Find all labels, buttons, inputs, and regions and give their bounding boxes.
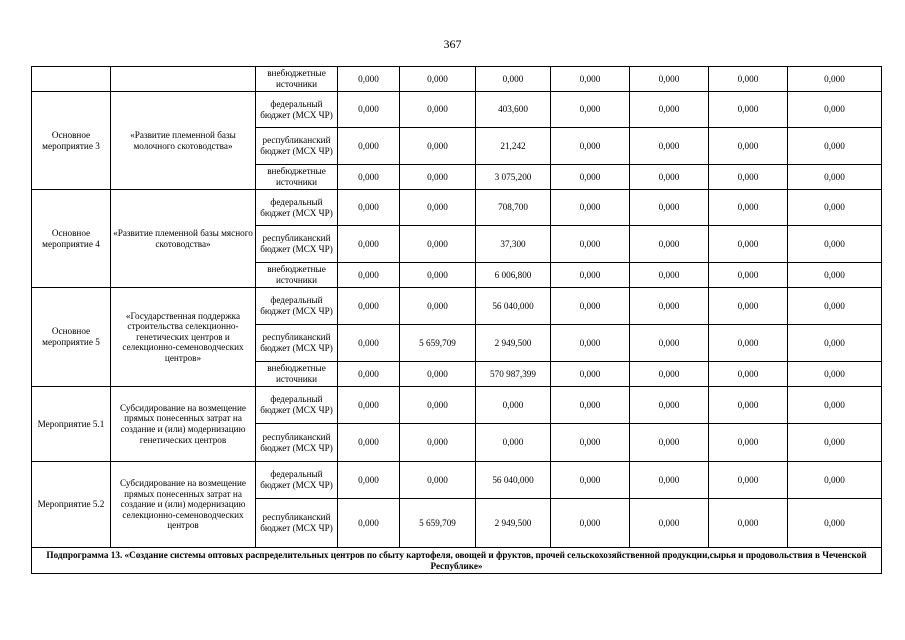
value-cell: 0,000 — [551, 325, 630, 362]
value-cell: 0,000 — [709, 424, 788, 462]
value-cell: 37,300 — [476, 226, 551, 263]
value-cell: 2 949,500 — [476, 499, 551, 548]
value-cell: 0,000 — [551, 226, 630, 263]
activity-code-cell: Мероприятие 5.2 — [32, 462, 111, 548]
value-cell: 0,000 — [709, 362, 788, 387]
value-cell: 570 987,399 — [476, 362, 551, 387]
value-cell: 0,000 — [551, 128, 630, 165]
funding-source-cell: федеральный бюджет (МСХ ЧР) — [256, 462, 338, 499]
value-cell: 0,000 — [709, 288, 788, 325]
value-cell: 56 040,000 — [476, 462, 551, 499]
value-cell: 0,000 — [630, 263, 709, 288]
value-cell: 0,000 — [400, 263, 476, 288]
subprogram-row — [32, 548, 882, 574]
value-cell: 0,000 — [551, 499, 630, 548]
value-cell: 0,000 — [338, 128, 400, 165]
value-cell: 21,242 — [476, 128, 551, 165]
value-cell: 0,000 — [630, 165, 709, 190]
value-cell: 0,000 — [338, 92, 400, 128]
value-cell: 6 006,800 — [476, 263, 551, 288]
value-cell: 0,000 — [400, 362, 476, 387]
value-cell: 0,000 — [338, 387, 400, 424]
value-cell: 0,000 — [338, 288, 400, 325]
funding-source-cell: внебюджетные источники — [256, 165, 338, 190]
value-cell: 0,000 — [400, 165, 476, 190]
value-cell: 0,000 — [551, 165, 630, 190]
value-cell: 0,000 — [400, 462, 476, 499]
funding-source-cell: федеральный бюджет (МСХ ЧР) — [256, 92, 338, 128]
activity-name-cell: «Развитие племенной базы молочного скотоводства» — [111, 92, 256, 190]
activity-name-cell — [111, 67, 256, 92]
value-cell: 0,000 — [400, 92, 476, 128]
value-cell: 0,000 — [400, 128, 476, 165]
activity-code-cell: Основное мероприятие 3 — [32, 92, 111, 190]
value-cell: 0,000 — [551, 92, 630, 128]
funding-source-cell: федеральный бюджет (МСХ ЧР) — [256, 190, 338, 226]
value-cell: 0,000 — [551, 362, 630, 387]
value-cell: 0,000 — [338, 263, 400, 288]
value-cell: 0,000 — [788, 462, 882, 499]
value-cell: 403,600 — [476, 92, 551, 128]
value-cell: 5 659,709 — [400, 499, 476, 548]
activity-code-cell: Мероприятие 5.1 — [32, 387, 111, 462]
value-cell: 0,000 — [709, 387, 788, 424]
value-cell: 0,000 — [338, 190, 400, 226]
table-row — [32, 462, 882, 499]
table-row — [32, 67, 882, 92]
funding-source-cell: федеральный бюджет (МСХ ЧР) — [256, 288, 338, 325]
value-cell: 0,000 — [476, 424, 551, 462]
value-cell: 0,000 — [788, 165, 882, 190]
value-cell: 0,000 — [788, 190, 882, 226]
funding-source-cell: внебюджетные источники — [256, 67, 338, 92]
value-cell: 56 040,000 — [476, 288, 551, 325]
value-cell: 0,000 — [338, 67, 400, 92]
value-cell: 0,000 — [630, 424, 709, 462]
value-cell: 0,000 — [709, 462, 788, 499]
value-cell: 0,000 — [338, 499, 400, 548]
value-cell: 0,000 — [338, 462, 400, 499]
value-cell: 0,000 — [788, 128, 882, 165]
funding-source-cell: внебюджетные источники — [256, 263, 338, 288]
page-number: 367 — [443, 37, 462, 51]
value-cell: 0,000 — [630, 92, 709, 128]
value-cell: 0,000 — [788, 362, 882, 387]
value-cell: 0,000 — [630, 387, 709, 424]
value-cell: 0,000 — [400, 190, 476, 226]
value-cell: 0,000 — [788, 288, 882, 325]
activity-code-cell: Основное мероприятие 4 — [32, 190, 111, 288]
value-cell: 0,000 — [709, 226, 788, 263]
value-cell: 0,000 — [788, 226, 882, 263]
value-cell: 708,700 — [476, 190, 551, 226]
value-cell: 0,000 — [709, 67, 788, 92]
value-cell: 0,000 — [400, 288, 476, 325]
value-cell: 0,000 — [630, 128, 709, 165]
table-row — [32, 92, 882, 128]
value-cell: 0,000 — [630, 67, 709, 92]
funding-source-cell: республиканский бюджет (МСХ ЧР) — [256, 128, 338, 165]
value-cell: 0,000 — [630, 325, 709, 362]
value-cell: 0,000 — [551, 424, 630, 462]
value-cell: 0,000 — [788, 325, 882, 362]
activity-name-cell: «Государственная поддержка строительства селекционно-генетических центров и селекционно-семеноводческих центров» — [111, 288, 256, 387]
value-cell: 0,000 — [630, 462, 709, 499]
activity-name-cell: Субсидирование на возмещение прямых понесенных затрат на создание и (или) модернизацию генетических центров — [111, 387, 256, 462]
value-cell: 0,000 — [709, 92, 788, 128]
value-cell: 0,000 — [709, 263, 788, 288]
subprogram-title: Подпрограмма 13. «Создание системы оптовых распределительных центров по сбыту картофеля, овощей и фруктов, прочей сельскохозяйственной продукции,сырья и продовольствия в Чеченской Республике» — [32, 548, 882, 574]
value-cell: 0,000 — [338, 226, 400, 263]
funding-source-cell: федеральный бюджет (МСХ ЧР) — [256, 387, 338, 424]
value-cell: 3 075,200 — [476, 165, 551, 190]
value-cell: 0,000 — [709, 325, 788, 362]
activity-name-cell: «Развитие племенной базы мясного скотоводства» — [111, 190, 256, 288]
funding-source-cell: республиканский бюджет (МСХ ЧР) — [256, 325, 338, 362]
value-cell: 0,000 — [338, 362, 400, 387]
activity-code-cell — [32, 67, 111, 92]
value-cell: 0,000 — [630, 499, 709, 548]
value-cell: 0,000 — [630, 288, 709, 325]
value-cell: 0,000 — [400, 226, 476, 263]
value-cell: 0,000 — [788, 67, 882, 92]
value-cell: 0,000 — [551, 462, 630, 499]
value-cell: 0,000 — [476, 387, 551, 424]
value-cell: 0,000 — [476, 67, 551, 92]
value-cell: 0,000 — [709, 499, 788, 548]
funding-source-cell: республиканский бюджет (МСХ ЧР) — [256, 226, 338, 263]
value-cell: 0,000 — [788, 387, 882, 424]
value-cell: 0,000 — [551, 190, 630, 226]
value-cell: 0,000 — [551, 288, 630, 325]
value-cell: 0,000 — [630, 362, 709, 387]
value-cell: 0,000 — [551, 387, 630, 424]
activity-name-cell: Субсидирование на возмещение прямых понесенных затрат на создание и (или) модернизацию селекционно-семеноводческих центров — [111, 462, 256, 548]
value-cell: 0,000 — [400, 387, 476, 424]
funding-source-cell: республиканский бюджет (МСХ ЧР) — [256, 424, 338, 462]
value-cell: 0,000 — [788, 263, 882, 288]
budget-table — [31, 66, 882, 574]
value-cell: 0,000 — [338, 424, 400, 462]
table-row — [32, 387, 882, 424]
value-cell: 0,000 — [788, 424, 882, 462]
funding-source-cell: республиканский бюджет (МСХ ЧР) — [256, 499, 338, 548]
value-cell: 0,000 — [400, 424, 476, 462]
value-cell: 0,000 — [338, 165, 400, 190]
value-cell: 0,000 — [630, 226, 709, 263]
value-cell: 0,000 — [551, 263, 630, 288]
value-cell: 0,000 — [338, 325, 400, 362]
value-cell: 0,000 — [788, 92, 882, 128]
value-cell: 0,000 — [788, 499, 882, 548]
budget-table-body — [32, 67, 882, 574]
table-row — [32, 288, 882, 325]
value-cell: 0,000 — [400, 67, 476, 92]
value-cell: 2 949,500 — [476, 325, 551, 362]
funding-source-cell: внебюджетные источники — [256, 362, 338, 387]
value-cell: 0,000 — [709, 190, 788, 226]
value-cell: 0,000 — [709, 165, 788, 190]
value-cell: 0,000 — [551, 67, 630, 92]
activity-code-cell: Основное мероприятие 5 — [32, 288, 111, 387]
value-cell: 0,000 — [630, 190, 709, 226]
value-cell: 0,000 — [709, 128, 788, 165]
table-row — [32, 190, 882, 226]
value-cell: 5 659,709 — [400, 325, 476, 362]
